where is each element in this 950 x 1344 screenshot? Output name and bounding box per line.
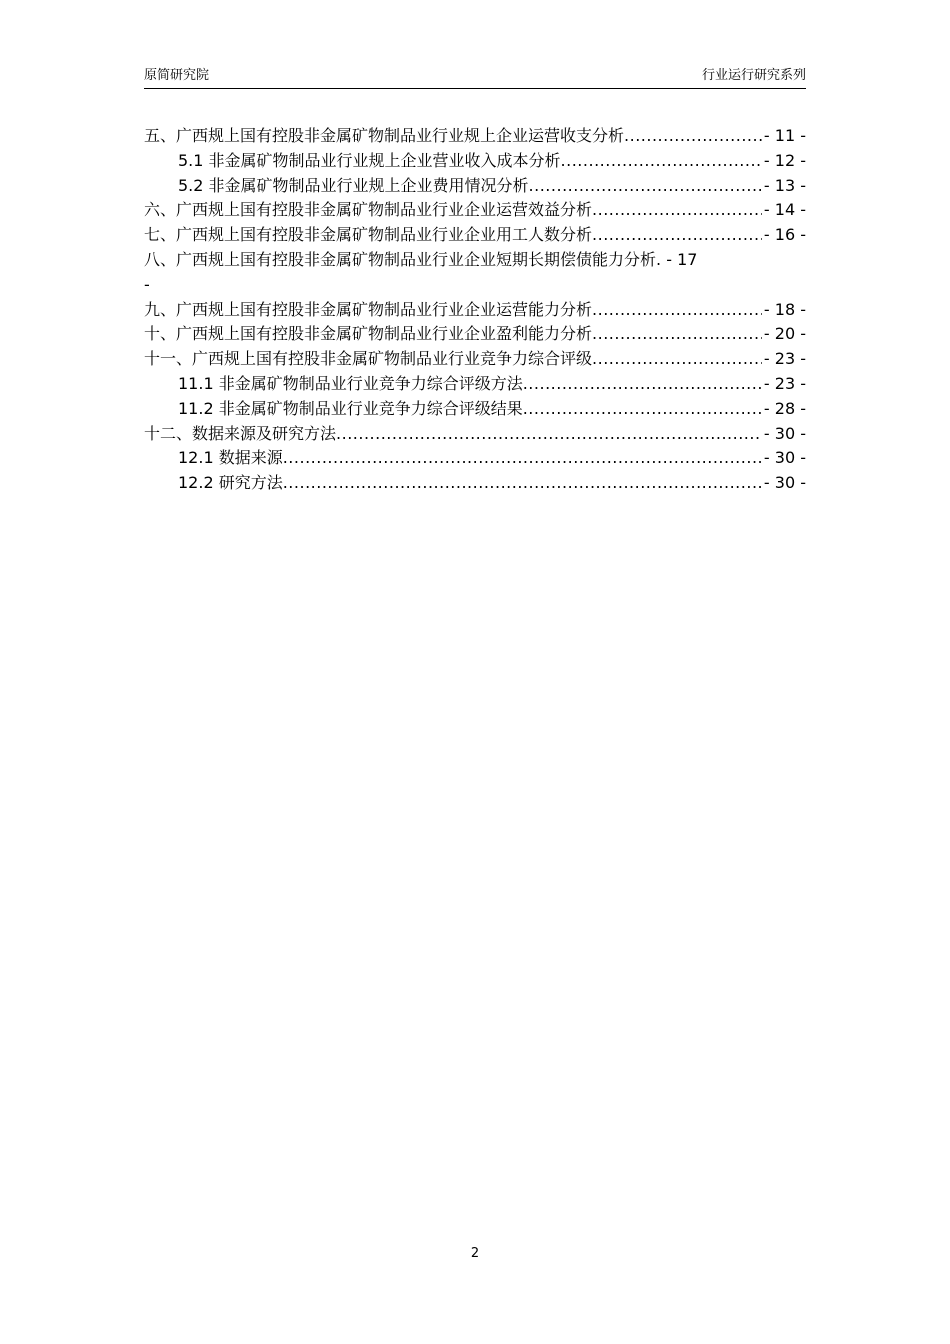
toc-entry-page: - 28 -: [763, 398, 806, 418]
toc-entry-title: 五、广西规上国有控股非金属矿物制品业行业规上企业运营收支分析: [144, 126, 625, 145]
page-number: 2: [470, 1246, 480, 1261]
toc-entry-title: 12.2 研究方法: [178, 473, 283, 493]
toc-dot-leader: [624, 124, 762, 149]
header-org-name: 原简研究院: [144, 68, 210, 83]
toc-entry-title: 5.2 非金属矿物制品业行业规上企业费用情况分析: [178, 175, 529, 195]
page-header: [144, 66, 806, 89]
toc-entry[interactable]: [144, 298, 806, 323]
toc-entry-line: [144, 248, 806, 273]
toc-entry[interactable]: [144, 124, 806, 149]
toc-entry[interactable]: [144, 471, 806, 496]
toc-dot-leader: [283, 446, 762, 471]
toc-entry-line-continued: -: [144, 274, 150, 294]
table-of-contents: [144, 124, 806, 496]
toc-entry-page: - 14 -: [763, 200, 806, 220]
toc-dot-leader: [592, 322, 762, 347]
toc-entry[interactable]: [144, 446, 806, 471]
toc-entry-page: - 23 -: [763, 373, 806, 393]
toc-entry-title: 5.1 非金属矿物制品业行业规上企业营业收入成本分析: [178, 150, 561, 170]
toc-entry[interactable]: [144, 372, 806, 397]
header-series-name: 行业运行研究系列: [701, 68, 806, 83]
toc-entry-title: 十、广西规上国有控股非金属矿物制品业行业企业盈利能力分析: [144, 324, 593, 344]
toc-entry[interactable]: [144, 322, 806, 347]
toc-dot-leader: [592, 223, 762, 248]
toc-dot-leader: [592, 198, 762, 223]
toc-entry[interactable]: [144, 198, 806, 223]
toc-dot-leader: [592, 298, 762, 323]
toc-entry[interactable]: [144, 422, 806, 447]
toc-entry-page: - 11 -: [763, 126, 806, 145]
toc-entry-page: - 30 -: [763, 448, 806, 468]
toc-dot-leader: [561, 149, 762, 174]
toc-entry-title: 11.2 非金属矿物制品业行业竞争力综合评级结果: [178, 398, 523, 418]
toc-dot-leader: [529, 174, 762, 199]
toc-entry[interactable]: [144, 223, 806, 248]
toc-entry-page: - 17: [666, 249, 698, 269]
toc-entry-title: 12.1 数据来源: [178, 448, 283, 468]
toc-dot-leader: [523, 372, 762, 397]
toc-entry-page: - 12 -: [763, 150, 806, 170]
toc-entry[interactable]: [144, 397, 806, 422]
toc-entry-page: - 30 -: [763, 423, 806, 443]
toc-entry-title: 八、广西规上国有控股非金属矿物制品业行业企业短期长期偿债能力分析: [144, 249, 657, 269]
toc-dot-leader: .: [656, 249, 662, 269]
toc-entry-title: 七、广西规上国有控股非金属矿物制品业行业企业用工人数分析: [144, 225, 593, 245]
toc-entry-page: - 16 -: [763, 225, 806, 245]
toc-entry[interactable]: [144, 149, 806, 174]
toc-entry[interactable]: [144, 174, 806, 199]
toc-entry-title: 11.1 非金属矿物制品业行业竞争力综合评级方法: [178, 373, 523, 393]
toc-dot-leader: [283, 471, 762, 496]
toc-entry-page: - 30 -: [763, 473, 806, 493]
toc-entry-title: 六、广西规上国有控股非金属矿物制品业行业企业运营效益分析: [144, 200, 593, 220]
toc-dot-leader: [592, 347, 762, 372]
toc-entry-title: 十一、广西规上国有控股非金属矿物制品业行业竞争力综合评级: [144, 349, 593, 369]
toc-entry-title: 九、广西规上国有控股非金属矿物制品业行业企业运营能力分析: [144, 299, 593, 319]
toc-entry-page: - 20 -: [763, 324, 806, 344]
toc-dot-leader: [523, 397, 762, 422]
toc-dot-leader: [336, 422, 762, 447]
toc-entry-page: - 23 -: [763, 349, 806, 369]
toc-entry-page: - 18 -: [763, 299, 806, 319]
toc-entry-page: - 13 -: [763, 175, 806, 195]
toc-entry-title: 十二、数据来源及研究方法: [144, 423, 337, 443]
toc-entry[interactable]: [144, 248, 806, 298]
toc-entry[interactable]: [144, 347, 806, 372]
